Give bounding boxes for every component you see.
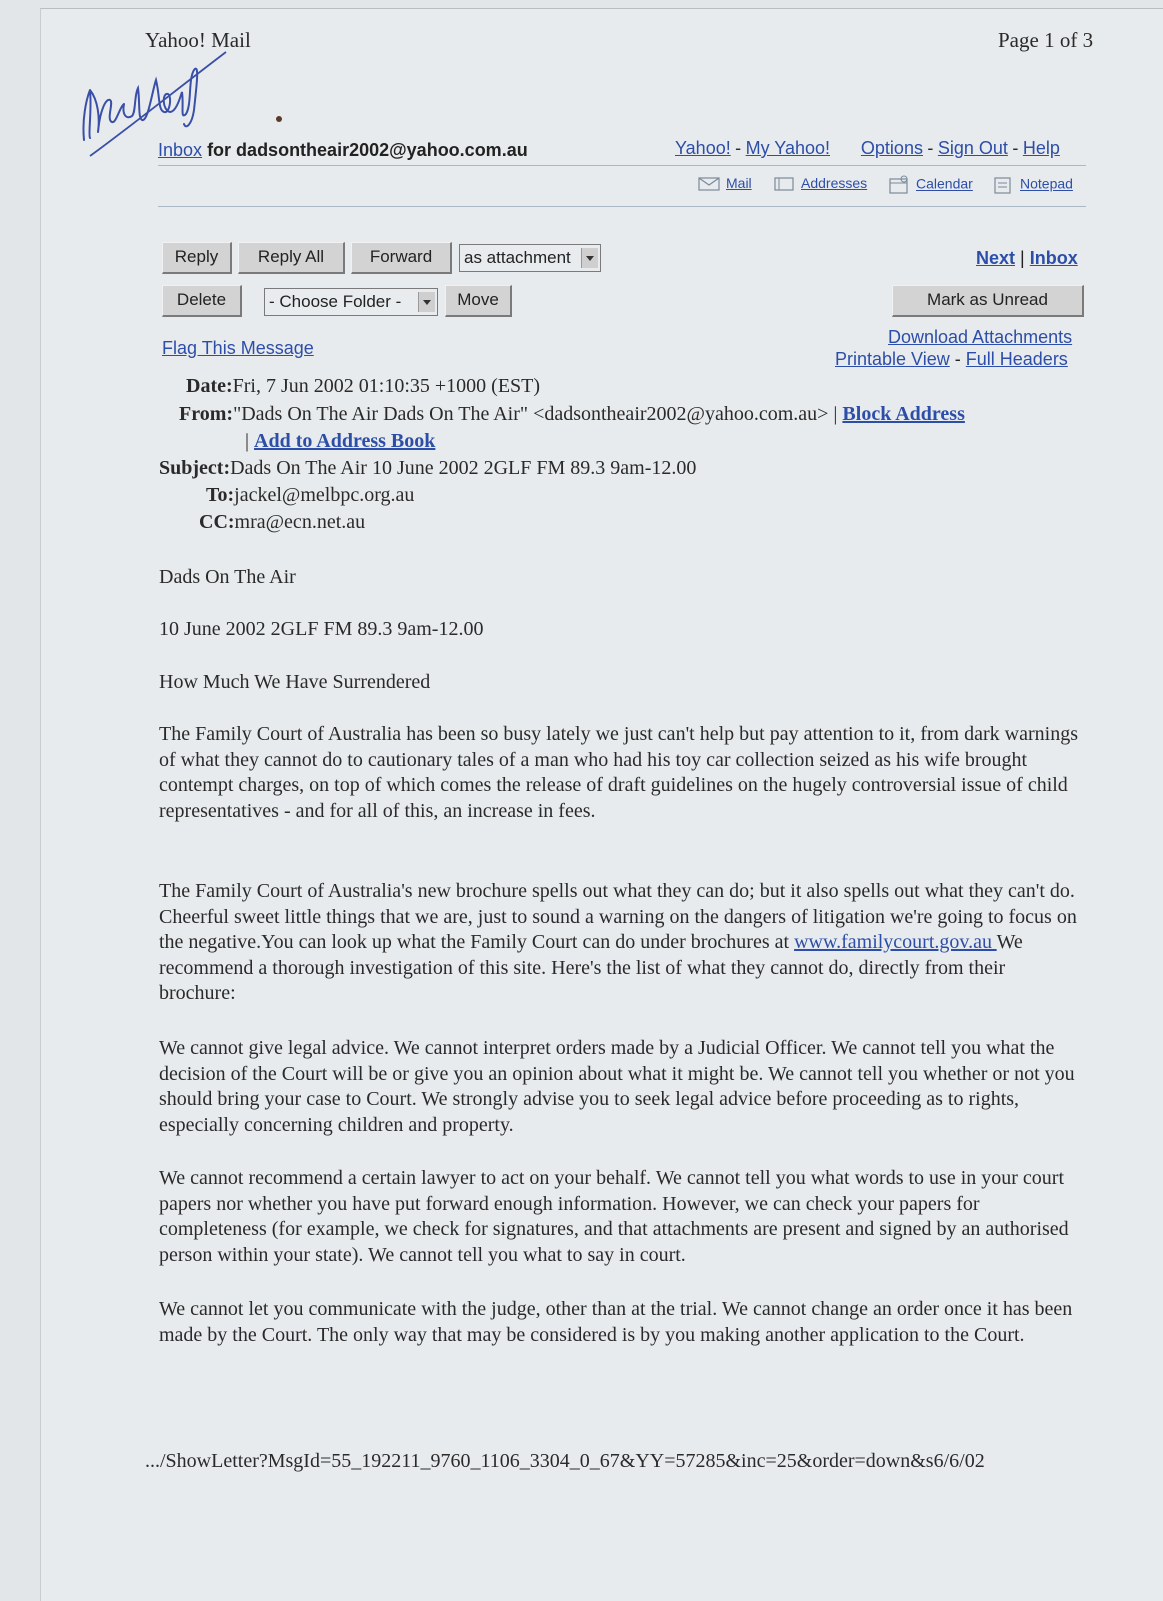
body-line-title: Dads On The Air (159, 566, 296, 588)
cc-label: CC: (199, 511, 235, 533)
address-book-icon (773, 176, 795, 192)
inbox-link[interactable]: Inbox (158, 140, 203, 160)
sign-out-link[interactable]: Sign Out (937, 138, 1008, 158)
add-to-address-book-link[interactable]: Add to Address Book (254, 430, 436, 452)
body-paragraph-3: We cannot give legal advice. We cannot interpret orders made by a Judicial Officer. We cannot tell you what the decision of the Court will be or give you an opinion about what it might be. We cannot tell you whether or not you should bring your case to Court. We strongly advise you to seek legal advice before proceeding as to rights, especially concerning children and property. (159, 1037, 1075, 1136)
calendar-link[interactable]: Calendar (916, 175, 973, 192)
body-line-heading: How Much We Have Surrendered (159, 671, 431, 693)
my-yahoo-link[interactable]: My Yahoo! (745, 138, 831, 158)
notepad-link[interactable]: Notepad (1020, 175, 1073, 192)
paragraph-2-text-b: We recommend a thorough investigation of this site. Here's the list of what they cannot do, directly from their brochure: (159, 931, 1023, 1004)
body-line-date: 10 June 2002 2GLF FM 89.3 9am-12.00 (159, 618, 484, 640)
account-label: for dadsontheair2002@yahoo.com.au (207, 140, 528, 160)
forward-mode-value: as attachment (464, 248, 571, 267)
mail-link[interactable]: Mail (726, 175, 752, 191)
date-value: Fri, 7 Jun 2002 01:10:35 +1000 (EST) (232, 375, 541, 397)
block-address-link[interactable]: Block Address (842, 403, 965, 425)
separator: - (954, 349, 961, 369)
mark-unread-button[interactable]: Mark as Unread (892, 285, 1084, 317)
body-paragraph-4: We cannot recommend a certain lawyer to act on your behalf. We cannot tell you what words to use in your court papers nor whether you have put forward enough information. However, we can check your papers for completeness (for example, we check for signatures, and that attachments are present and signed by an authorised person within your state). We cannot tell you what to say in court. (159, 1167, 1069, 1266)
printable-view-link[interactable]: Printable View (835, 349, 950, 369)
page-number: Page 1 of 3 (998, 28, 1094, 52)
choose-folder-value: - Choose Folder - (269, 292, 402, 311)
body-paragraph-2 (159, 879, 1079, 1007)
cc-value: mra@ecn.net.au (234, 511, 366, 533)
delete-button[interactable]: Delete (162, 285, 242, 317)
body-paragraph-1: The Family Court of Australia has been so busy lately we just can't help but pay attention to it, from dark warnings of what they cannot do to cautionary tales of a man who had his toy car collection seized as his wife brought contempt charges, on top of which comes the release of draft guidelines on the hugely controversial issue of child representatives - and for all of this, an increase in fees. (159, 723, 1078, 822)
next-link[interactable]: Next (976, 248, 1016, 268)
print-title: Yahoo! Mail (145, 28, 251, 52)
addresses-link[interactable]: Addresses (801, 175, 868, 191)
choose-folder-select[interactable] (264, 288, 438, 316)
calendar-tool[interactable] (888, 175, 973, 195)
flag-message-link[interactable]: Flag This Message (162, 338, 314, 358)
download-attachments-link[interactable]: Download Attachments (888, 327, 1073, 347)
from-label: From: (179, 403, 234, 425)
chevron-down-icon (418, 292, 435, 312)
forward-mode-select[interactable] (459, 244, 601, 272)
envelope-icon (698, 176, 720, 192)
help-link[interactable]: Help (1022, 138, 1060, 158)
separator: | (245, 430, 250, 452)
chevron-down-icon (581, 248, 598, 268)
subject-value: Dads On The Air 10 June 2002 2GLF FM 89.3 9am-12.00 (230, 457, 697, 479)
calendar-icon (888, 175, 910, 195)
inbox-nav-link[interactable]: Inbox (1029, 248, 1078, 268)
body-paragraph-5: We cannot let you communicate with the judge, other than at the trial. We cannot change an order once it has been made by the Court. The only way that may be considered is by you making another application to the Court. (159, 1298, 1073, 1346)
from-value: "Dads On The Air Dads On The Air" <dadsontheair2002@yahoo.com.au> | (233, 403, 838, 425)
addresses-tool[interactable] (773, 175, 867, 192)
reply-all-button[interactable]: Reply All (238, 242, 345, 274)
yahoo-link[interactable]: Yahoo! (675, 138, 731, 158)
ink-dot (276, 116, 282, 122)
familycourt-link[interactable]: www.familycourt.gov.au (794, 931, 997, 953)
reply-button[interactable]: Reply (162, 242, 232, 274)
move-button[interactable]: Move (445, 285, 512, 317)
mail-tool[interactable] (698, 175, 752, 192)
notepad-icon (992, 175, 1014, 195)
to-label: To: (206, 484, 235, 506)
date-label: Date: (186, 375, 233, 397)
subject-label: Subject: (159, 457, 231, 479)
separator: - (927, 138, 934, 158)
divider (158, 165, 1086, 166)
options-link[interactable]: Options (860, 138, 923, 158)
separator: - (1012, 138, 1019, 158)
separator: - (735, 138, 742, 158)
divider (158, 206, 1086, 207)
full-headers-link[interactable]: Full Headers (965, 349, 1068, 369)
separator: | (1020, 248, 1025, 268)
forward-button[interactable]: Forward (351, 242, 452, 274)
footer-url: .../ShowLetter?MsgId=55_192211_9760_1106_3304_0_67&YY=57285&inc=25&order=down&s6/6/02 (145, 1450, 985, 1472)
to-value: jackel@melbpc.org.au (234, 484, 415, 506)
paragraph-2-text-a: The Family Court of Australia's new brochure spells out what they can do; but it also spells out what they can't do. Cheerful sweet little things that we are, just to sound a warning on the dangers of litigation we're going to focus on the negative.You can look up what the Family Court can do under brochures at (159, 880, 1077, 953)
notepad-tool[interactable] (992, 175, 1073, 195)
